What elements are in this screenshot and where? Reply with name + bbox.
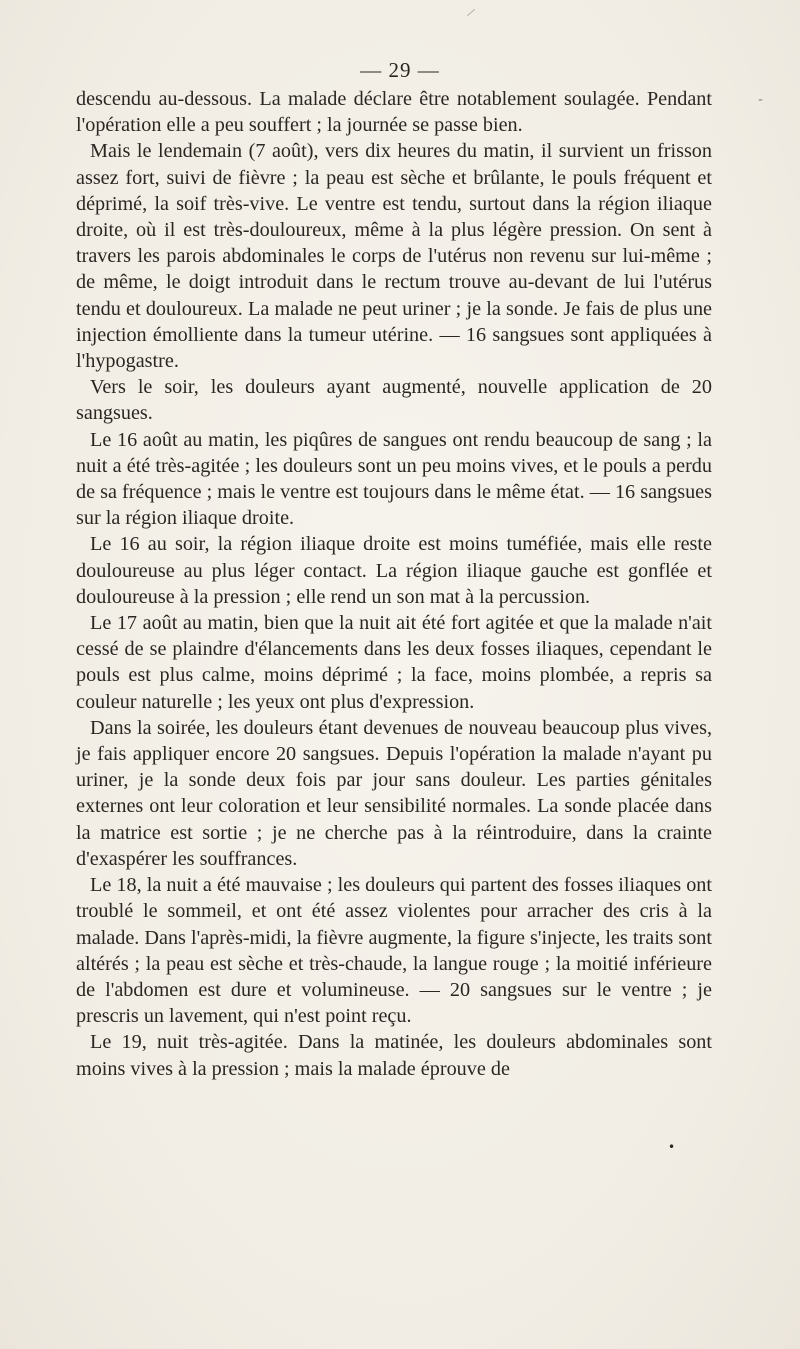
page-number: — 29 — [360, 58, 440, 82]
paragraph-9: Le 19, nuit très-agitée. Dans la matinée, les douleurs abdominales sont moins vives à la pression ; mais la malade éprouve de [76, 1031, 712, 1080]
margin-mark: - [758, 92, 764, 108]
paragraph-4: Le 16 août au matin, les piqûres de sangues ont rendu beaucoup de sang ; la nuit a été très-agitée ; les douleurs sont un peu moins vives, et le pouls a perdu de sa fréquence ; mais le ventre est toujours dans le même état. — 16 sangsues sur la région iliaque droite. [76, 428, 712, 530]
paragraph-8: Le 18, la nuit a été mauvaise ; les douleurs qui partent des fosses iliaques ont troublé le sommeil, et ont été assez violentes pour arracher des cris à la malade. Dans l'après-midi, la fièvre augmente, la figure s'injecte, les traits sont altérés ; la peau est sèche et très-chaude, la langue rouge ; la moitié inférieure de l'abdomen est dure et volumineuse. — 20 sangsues sur le ventre ; je prescris un lavement, qui n'est point reçu. [76, 874, 712, 1028]
paragraph-1: descendu au-dessous. La malade déclare être notablement soulagée. Pendant l'opération elle a peu souffert ; la journée se passe bien. [76, 88, 712, 137]
ink-dot: • [668, 1140, 676, 1154]
body-text [76, 86, 712, 1082]
paper-mark [467, 9, 475, 16]
paragraph-5: Le 16 au soir, la région iliaque droite est moins tuméfiée, mais elle reste douloureuse au plus léger contact. La région iliaque gauche est gonflée et douloureuse à la pression ; elle rend un son mat à la percussion. [76, 533, 712, 608]
paragraph-6: Le 17 août au matin, bien que la nuit ait été fort agitée et que la malade n'ait cessé de se plaindre d'élancements dans les deux fosses iliaques, cependant le pouls est plus calme, moins déprimé ; la face, moins plombée, a repris sa couleur naturelle ; les yeux ont plus d'expression. [76, 612, 712, 713]
paragraph-2: Mais le lendemain (7 août), vers dix heures du matin, il survient un frisson assez fort, suivi de fièvre ; la peau est sèche et brûlante, le pouls fréquent et déprimé, la soif très-vive. Le ventre est tendu, surtout dans la région iliaque droite, où il est très-douloureux, même à la plus légère pression. On sent à travers les parois abdominales le corps de l'utérus non revenu sur lui-même ; de même, le doigt introduit dans le rectum trouve au-devant de lui l'utérus tendu et douloureux. La malade ne peut uriner ; je la sonde. Je fais de plus une injection émolliente dans la tumeur utérine. — 16 sangsues sont appliquées à l'hypogastre. [76, 140, 712, 373]
paragraph-3: Vers le soir, les douleurs ayant augmenté, nouvelle application de 20 sangsues. [76, 376, 712, 425]
paragraph-7: Dans la soirée, les douleurs étant devenues de nouveau beaucoup plus vives, je fais appliquer encore 20 sangsues. Depuis l'opération la malade n'ayant pu uriner, je la sonde deux fois par jour sans douleur. Les parties génitales externes ont leur coloration et leur sensibilité normales. La sonde placée dans la matrice est sortie ; je ne cherche pas à la réintroduire, dans la crainte d'exaspérer les souffrances. [76, 716, 712, 870]
